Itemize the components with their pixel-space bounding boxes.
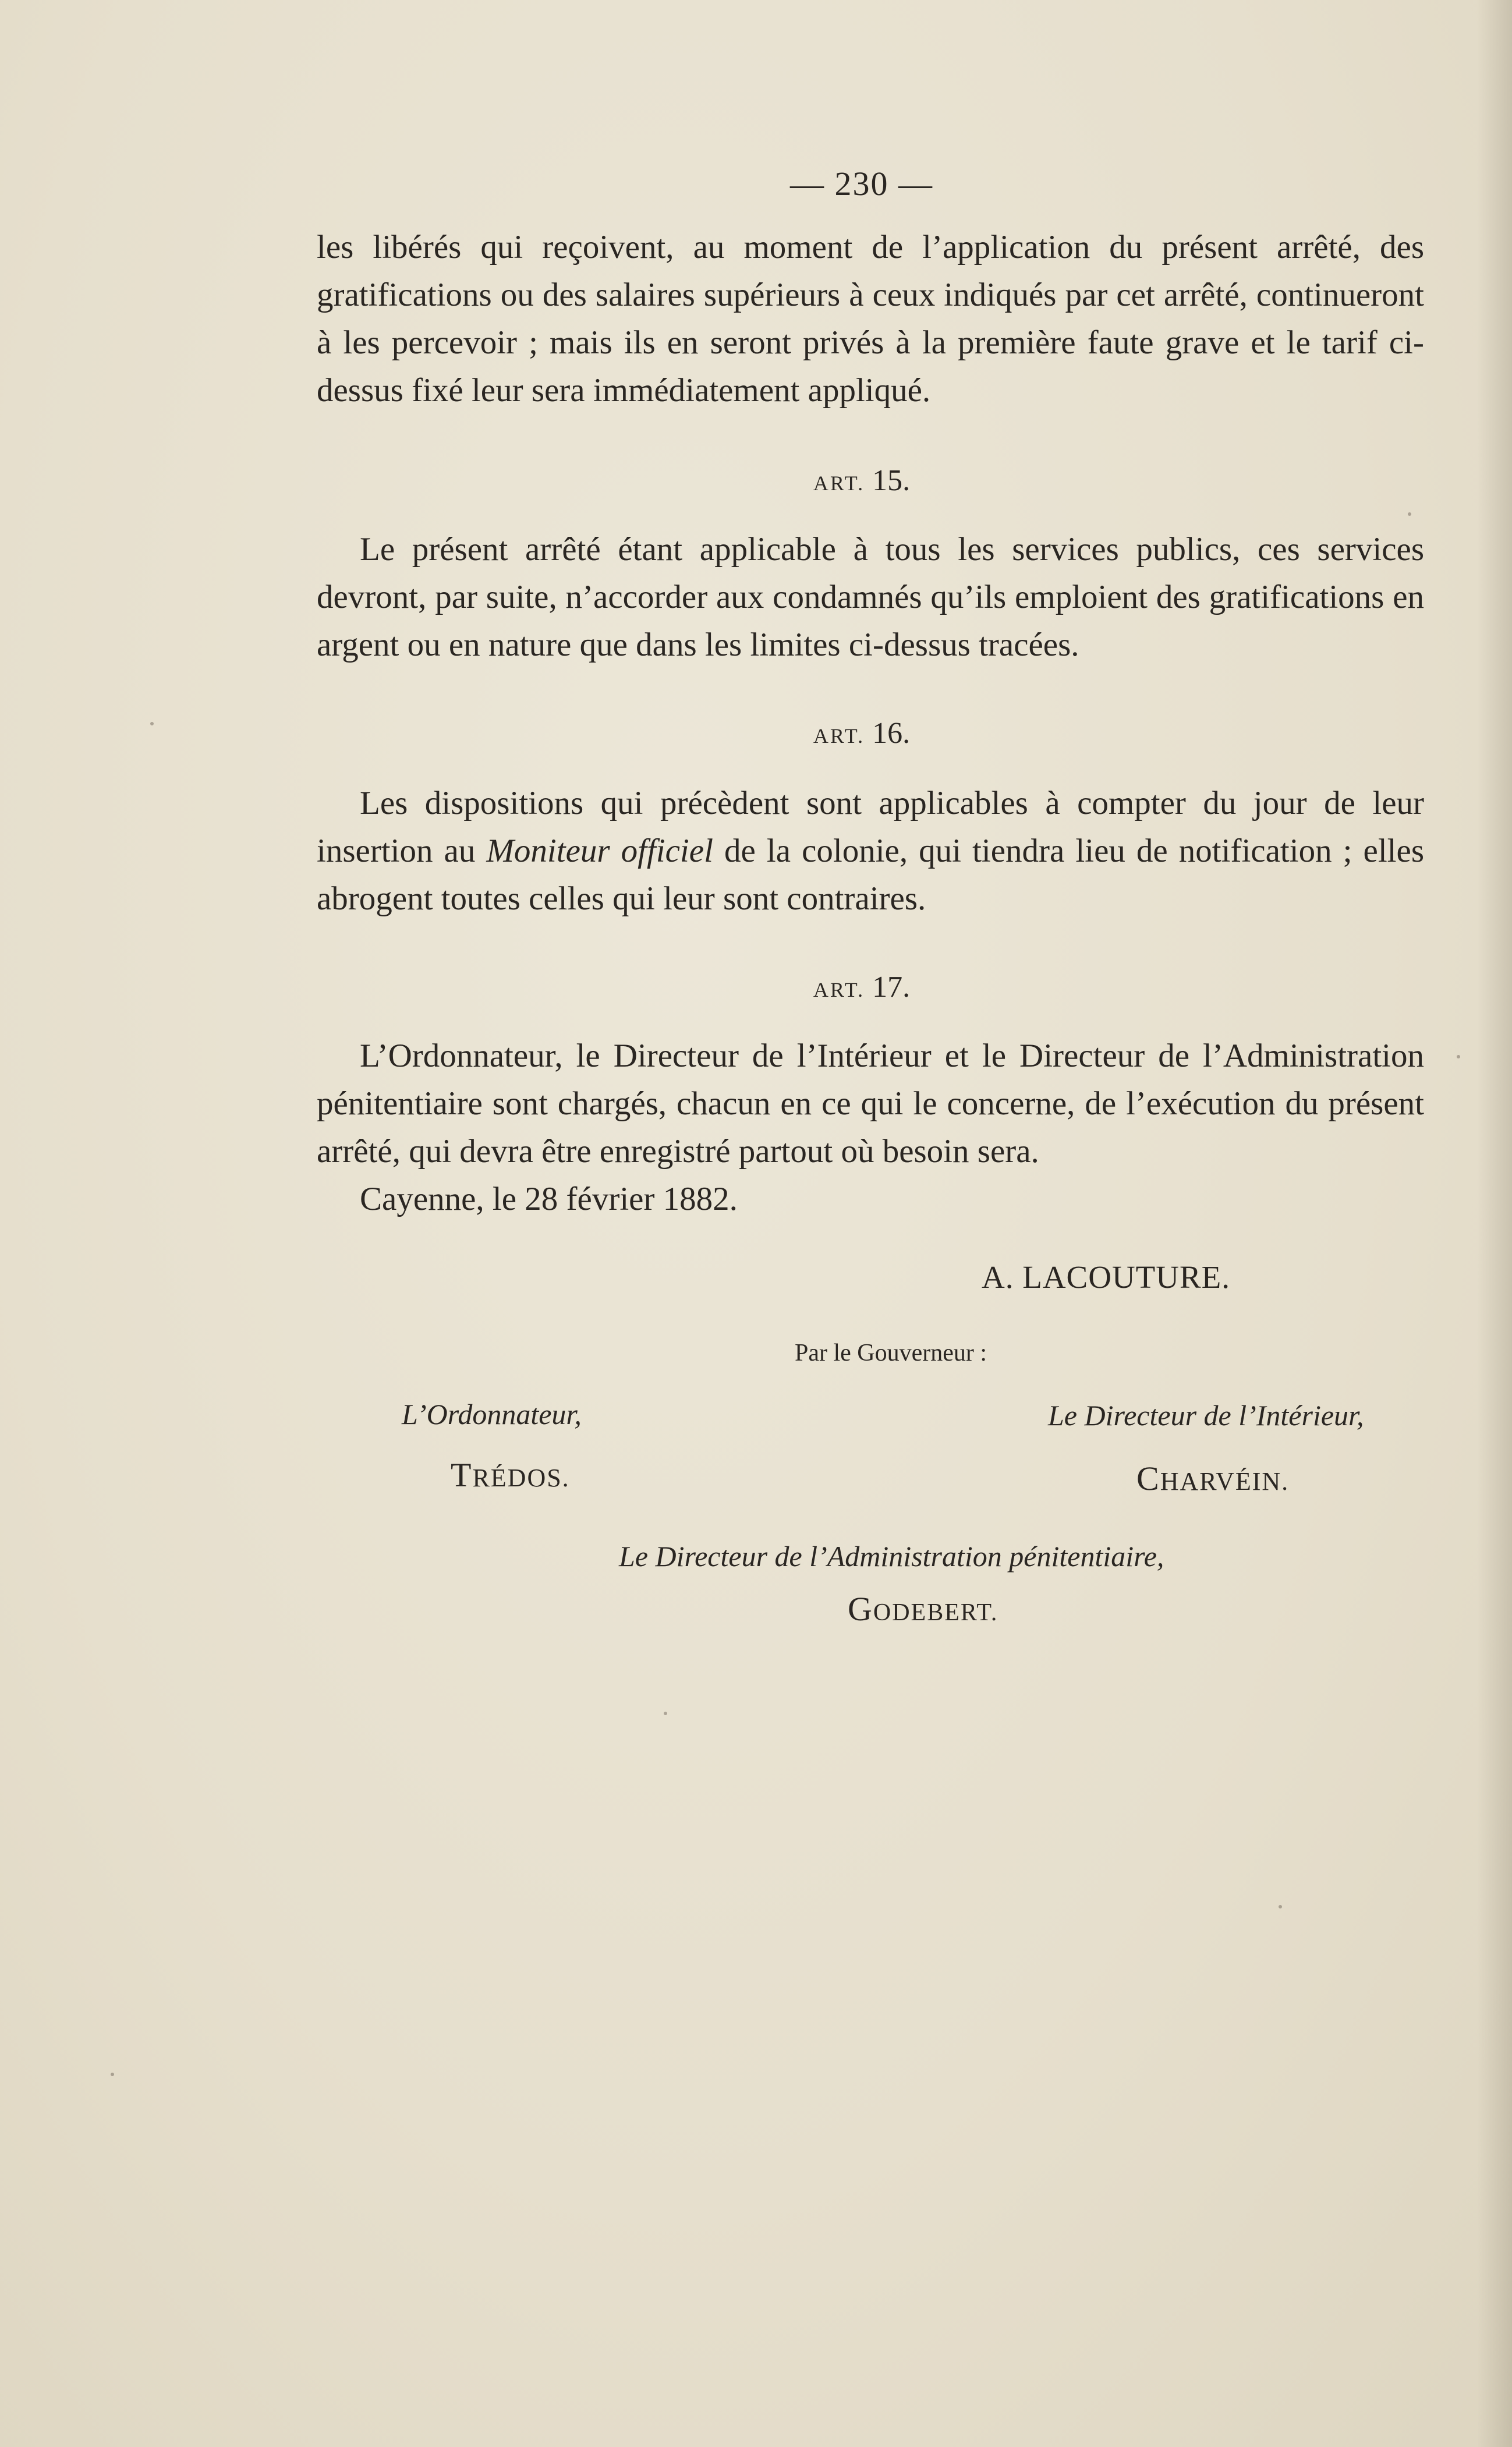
article-label: ART. <box>813 978 865 1001</box>
paragraph-article-17: L’Ordonnateur, le Directeur de l’Intérieur et le Directeur de l’Administration pénitentiaire sont chargés, chacun en ce qui le concerne, de l’exécution du présent arrêté, qui devra être enregistré partout où besoin sera. <box>317 1037 1424 1170</box>
date-line: Cayenne, le 28 février 1882. <box>360 1181 738 1217</box>
article-16-heading <box>757 716 966 750</box>
ordonnateur-name <box>451 1456 570 1495</box>
article-number: 16. <box>872 717 911 750</box>
paragraph-text: de la colonie, qui tiendra lieu de notification ; elles abrogent toutes celles qui leur sont contraires. <box>317 833 1425 917</box>
article-label: ART. <box>813 472 865 495</box>
interieur-name <box>1136 1459 1289 1498</box>
article-15-heading <box>757 463 966 498</box>
name-rest: RÉDOS. <box>472 1464 570 1492</box>
page-number: — 230 — <box>790 165 933 203</box>
article-17-heading <box>757 970 966 1004</box>
paragraph-continuation: les libérés qui reçoivent, au moment de l’application du présent arrêté, des gratifications ou des salaires supérieurs à ceux indiqués par cet arrêté, continueront à les percevoir ; mais ils en seront privés à la première faute grave et le tarif ci-dessus fixé leur sera immédiatement appliqué. <box>317 229 1424 409</box>
administration-name <box>848 1589 998 1628</box>
paper-speck <box>1457 1055 1460 1058</box>
name-rest: ODEBERT. <box>873 1599 998 1626</box>
page-spine-shadow <box>1477 0 1512 2447</box>
paper-speck <box>1408 512 1411 516</box>
paper-speck <box>664 1712 667 1715</box>
interieur-title: Le Directeur de l’Intérieur, <box>1048 1399 1364 1432</box>
article-label: ART. <box>813 724 865 748</box>
paper-speck <box>1279 1905 1282 1908</box>
administration-title: Le Directeur de l’Administration pénitentiaire, <box>619 1540 1164 1573</box>
name-initial: T <box>451 1456 473 1494</box>
paper-speck <box>150 722 154 725</box>
paragraph-article-15: Le présent arrêté étant applicable à tous les services publics, ces services devront, par suite, n’accorder aux condamnés qu’ils emploient des gratifications en argent ou en nature que dans les limites ci-dessus tracées. <box>317 531 1424 663</box>
article-number: 15. <box>872 464 911 497</box>
par-le-gouverneur: Par le Gouverneur : <box>794 1340 987 1366</box>
governor-signature: A. LACOUTURE. <box>982 1259 1231 1295</box>
paragraph-article-16 <box>317 780 1424 923</box>
moniteur-officiel-title: Moniteur officiel <box>486 833 713 869</box>
name-initial: G <box>848 1590 873 1628</box>
ordonnateur-title: L’Ordonnateur, <box>402 1398 582 1430</box>
paragraph-text: Les dispositions qui précèdent sont applicables à compter du jour de leur insertion au <box>317 785 1424 869</box>
name-initial: C <box>1136 1460 1160 1497</box>
paper-speck <box>111 2073 114 2076</box>
name-rest: HARVÉIN. <box>1160 1467 1290 1496</box>
article-number: 17. <box>872 971 911 1004</box>
